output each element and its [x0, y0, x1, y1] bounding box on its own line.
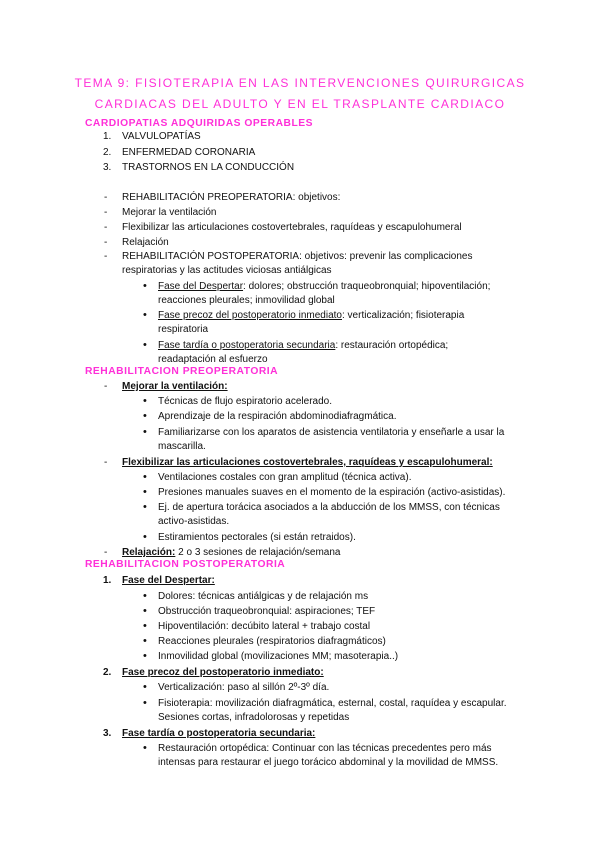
- list-item: REHABILITACIÓN POSTOPERATORIA: objetivos: prevenir las complicaciones: [122, 251, 473, 262]
- dash-marker: -: [104, 547, 108, 558]
- list-item: Estiramientos pectorales (si están retraidos).: [158, 532, 356, 543]
- list-item: Inmovilidad global (movilizaciones MM; masoterapia..): [158, 651, 399, 662]
- list-item: Ej. de apertura torácica asociados a la abducción de los MMSS, con técnicas: [158, 502, 500, 513]
- phase-text: : dolores; obstrucción traqueobronquial; hipoventilación;: [243, 281, 491, 292]
- document-title-line-2: CARDIACAS DEL ADULTO Y EN EL TRASPLANTE CARDIACO: [94, 97, 506, 111]
- bullet-marker: •: [143, 531, 147, 543]
- dash-marker: -: [104, 381, 108, 392]
- bullet-marker: •: [143, 650, 147, 662]
- bullet-marker: •: [143, 605, 147, 617]
- list-item: Relajación: [122, 237, 169, 248]
- list-item: Ventilaciones costales con gran amplitud (técnica activa).: [158, 472, 412, 483]
- bullet-marker: •: [143, 471, 147, 483]
- list-item: Dolores: técnicas antiálgicas y de relajación ms: [158, 591, 369, 602]
- list-item-continuation: readaptación al esfuerzo: [158, 354, 268, 365]
- list-item-continuation: activo-asistidas.: [158, 516, 230, 527]
- dash-marker: -: [104, 237, 108, 248]
- section-heading-preoperatoria: REHABILITACION PREOPERATORIA: [85, 366, 279, 377]
- list-item: Verticalización: paso al sillón 2º-3º día.: [158, 682, 330, 693]
- list-item-continuation: reacciones pleurales; inmovilidad global: [158, 295, 335, 306]
- list-item: Obstrucción traqueobronquial: aspiraciones; TEF: [158, 606, 376, 617]
- list-item: Técnicas de flujo espiratorio acelerado.: [158, 396, 332, 407]
- list-item: [158, 339, 448, 352]
- subheading-ventilacion: Mejorar la ventilación:: [122, 381, 228, 392]
- subheading-flexibilizar: Flexibilizar las articulaciones costovertebrales, raquídeas y escapulohumeral:: [122, 457, 493, 468]
- dash-marker: -: [104, 192, 108, 203]
- bullet-marker: •: [143, 309, 147, 321]
- phase-label: Fase precoz del postoperatorio inmediato: [158, 310, 342, 321]
- list-item: ENFERMEDAD CORONARIA: [122, 147, 256, 158]
- dash-marker: -: [104, 222, 108, 233]
- phase-text: : verticalización; fisioterapia: [342, 310, 465, 321]
- dash-marker: -: [104, 207, 108, 218]
- list-item: [158, 280, 490, 293]
- subheading-fase-precoz: Fase precoz del postoperatorio inmediato:: [122, 667, 324, 678]
- bullet-marker: •: [143, 486, 147, 498]
- list-number: 1.: [103, 575, 112, 586]
- dash-marker: -: [104, 457, 108, 468]
- list-item: Aprendizaje de la respiración abdominodiafragmática.: [158, 411, 397, 422]
- list-number: 1.: [103, 131, 112, 142]
- list-item: TRASTORNOS EN LA CONDUCCIÓN: [122, 162, 295, 173]
- section-heading-postoperatoria: REHABILITACION POSTOPERATORIA: [85, 559, 286, 570]
- bullet-marker: •: [143, 681, 147, 693]
- bullet-marker: •: [143, 742, 147, 754]
- bullet-marker: •: [143, 395, 147, 407]
- list-item: [158, 309, 464, 322]
- list-item: Flexibilizar las articulaciones costovertebrales, raquídeas y escapulohumeral: [122, 222, 462, 233]
- list-item: Presiones manuales suaves en el momento de la espiración (activo-asistidas).: [158, 487, 506, 498]
- list-item: Hipoventilación: decúbito lateral + trabajo costal: [158, 621, 371, 632]
- phase-text: : restauración ortopédica;: [335, 340, 449, 351]
- list-item-continuation: Sesiones cortas, infradolorosas y repetidas: [158, 712, 350, 723]
- list-item: Restauración ortopédica: Continuar con las técnicas precedentes pero más: [158, 743, 492, 754]
- bullet-marker: •: [143, 620, 147, 632]
- list-item: Reacciones pleurales (respiratorios diafragmáticos): [158, 636, 386, 647]
- bullet-marker: •: [143, 697, 147, 709]
- bullet-marker: •: [143, 635, 147, 647]
- section-heading-cardiopatias: CARDIOPATIAS ADQUIRIDAS OPERABLES: [85, 118, 313, 129]
- list-item: REHABILITACIÓN PREOPERATORIA: objetivos:: [122, 192, 341, 203]
- list-item: [122, 546, 340, 559]
- bullet-marker: •: [143, 426, 147, 438]
- list-item: Mejorar la ventilación: [122, 207, 217, 218]
- list-item-continuation: mascarilla.: [158, 441, 206, 452]
- subheading-fase-despertar: Fase del Despertar:: [122, 575, 215, 586]
- bullet-marker: •: [143, 280, 147, 292]
- dash-marker: -: [104, 251, 108, 262]
- document-title-line-1: TEMA 9: FISIOTERAPIA EN LAS INTERVENCIONES QUIRURGICAS: [74, 76, 526, 90]
- list-item: VALVULOPATÍAS: [122, 131, 201, 142]
- list-number: 3.: [103, 162, 112, 173]
- subheading-fase-tardia: Fase tardía o postoperatoria secundaria:: [122, 728, 316, 739]
- bullet-marker: •: [143, 501, 147, 513]
- list-item: Fisioterapia: movilización diafragmática, esternal, costal, raquídea y escapular.: [158, 698, 507, 709]
- list-number: 2.: [103, 667, 112, 678]
- list-item-continuation: respiratoria: [158, 324, 209, 335]
- phase-label: Fase tardía o postoperatoria secundaria: [158, 340, 336, 351]
- list-item: Familiarizarse con los aparatos de asistencia ventilatoria y enseñarle a usar la: [158, 427, 505, 438]
- subheading-relajacion: Relajación:: [122, 547, 176, 558]
- bullet-marker: •: [143, 339, 147, 351]
- phase-label: Fase del Despertar: [158, 281, 244, 292]
- list-item-continuation: intensas para restaurar el juego torácico abdominal y la movilidad de MMSS.: [158, 757, 499, 768]
- bullet-marker: •: [143, 410, 147, 422]
- list-item-continuation: respiratorias y las actitudes viciosas antiálgicas: [122, 265, 332, 276]
- relajacion-text: 2 o 3 sesiones de relajación/semana: [175, 547, 341, 558]
- bullet-marker: •: [143, 590, 147, 602]
- list-number: 2.: [103, 147, 112, 158]
- list-number: 3.: [103, 728, 112, 739]
